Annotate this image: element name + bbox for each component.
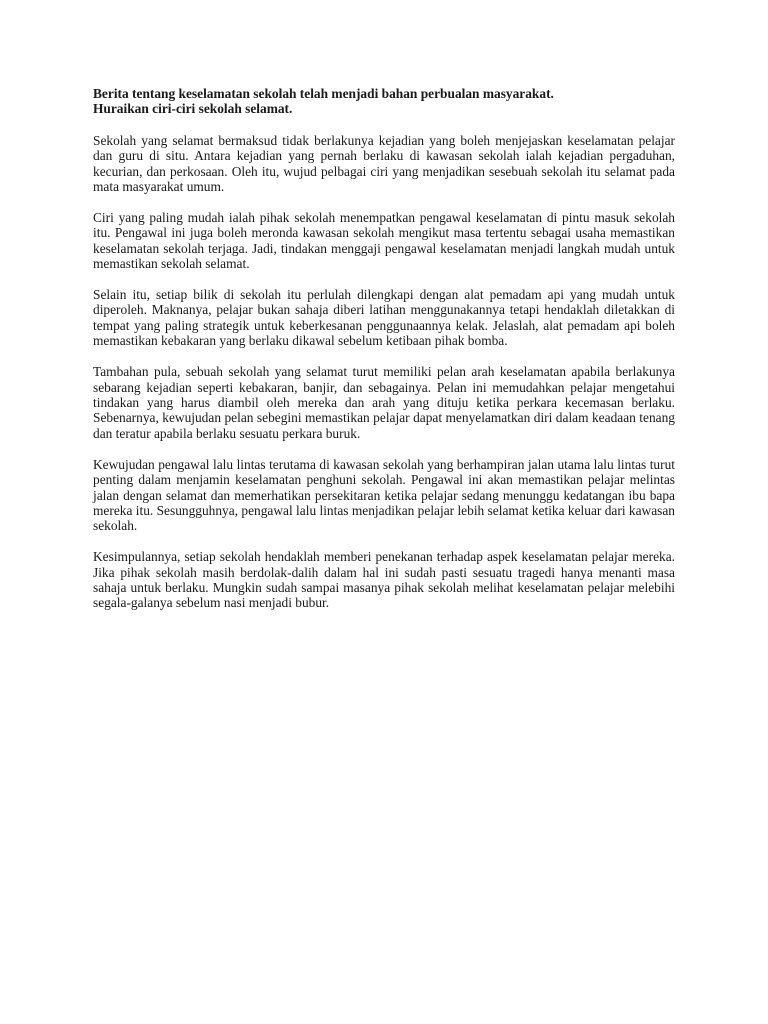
paragraph-introduction: Sekolah yang selamat bermaksud tidak berlakunya kejadian yang boleh menjejaskan keselamatan pelajar dan guru di situ. Antara kejadian yang pernah berlaku di kawasan sekolah ialah kejadian pergaduhan, kecurian, dan perkosaan. Oleh itu, wujud pelbagai ciri yang menjadikan sesebuah sekolah itu selamat pada mata masyarakat umum.: [93, 132, 675, 195]
paragraph-point-1: Ciri yang paling mudah ialah pihak sekolah menempatkan pengawal keselamatan di pintu masuk sekolah itu. Pengawal ini juga boleh meronda kawasan sekolah mengikut masa tertentu sebagai usaha memastikan keselamatan sekolah terjaga. Jadi, tindakan menggaji pengawal keselamatan menjadi langkah mudah untuk memastikan sekolah selamat.: [93, 209, 675, 272]
question-line-1: Berita tentang keselamatan sekolah telah menjadi bahan perbualan masyarakat.: [93, 86, 554, 101]
paragraph-point-4: Kewujudan pengawal lalu lintas terutama di kawasan sekolah yang berhampiran jalan utama lalu lintas turut penting dalam menjamin keselamatan penghuni sekolah. Pengawal ini akan memastikan pelajar melintas jalan dengan selamat dan memerhatikan persekitaran ketika pelajar sedang menunggu kedatangan ibu bapa mereka itu. Sesungguhnya, pengawal lalu lintas menjadikan pelajar lebih selamat ketika keluar dari kawasan sekolah.: [93, 456, 675, 534]
essay-question: [93, 86, 675, 117]
question-line-2: Huraikan ciri-ciri sekolah selamat.: [93, 101, 293, 117]
document-page: [93, 86, 675, 626]
paragraph-point-2: Selain itu, setiap bilik di sekolah itu perlulah dilengkapi dengan alat pemadam api yang mudah untuk diperoleh. Maknanya, pelajar bukan sahaja diberi latihan menggunakannya tetapi hendaklah diletakkan di tempat yang paling strategik untuk keberkesanan penggunaannya kelak. Jelaslah, alat pemadam api boleh memastikan kebakaran yang berlaku dikawal sebelum ketibaan pihak bomba.: [93, 287, 675, 349]
paragraph-conclusion: Kesimpulannya, setiap sekolah hendaklah memberi penekanan terhadap aspek keselamatan pelajar mereka. Jika pihak sekolah masih berdolak-dalih dalam hal ini sudah pasti sesuatu tragedi hanya menanti masa sahaja untuk berlaku. Mungkin sudah sampai masanya pihak sekolah melihat keselamatan pelajar melebihi segala-galanya sebelum nasi menjadi bubur.: [93, 549, 675, 611]
paragraph-point-3: Tambahan pula, sebuah sekolah yang selamat turut memiliki pelan arah keselamatan apabila berlakunya sebarang kejadian seperti kebakaran, banjir, dan sebagainya. Pelan ini memudahkan pelajar mengetahui tindakan yang harus diambil oleh mereka dan arah yang dituju ketika perkara kecemasan berlaku. Sebenarnya, kewujudan pelan sebegini memastikan pelajar dapat menyelamatkan diri dalam keadaan tenang dan teratur apabila berlaku sesuatu perkara buruk.: [93, 364, 675, 441]
